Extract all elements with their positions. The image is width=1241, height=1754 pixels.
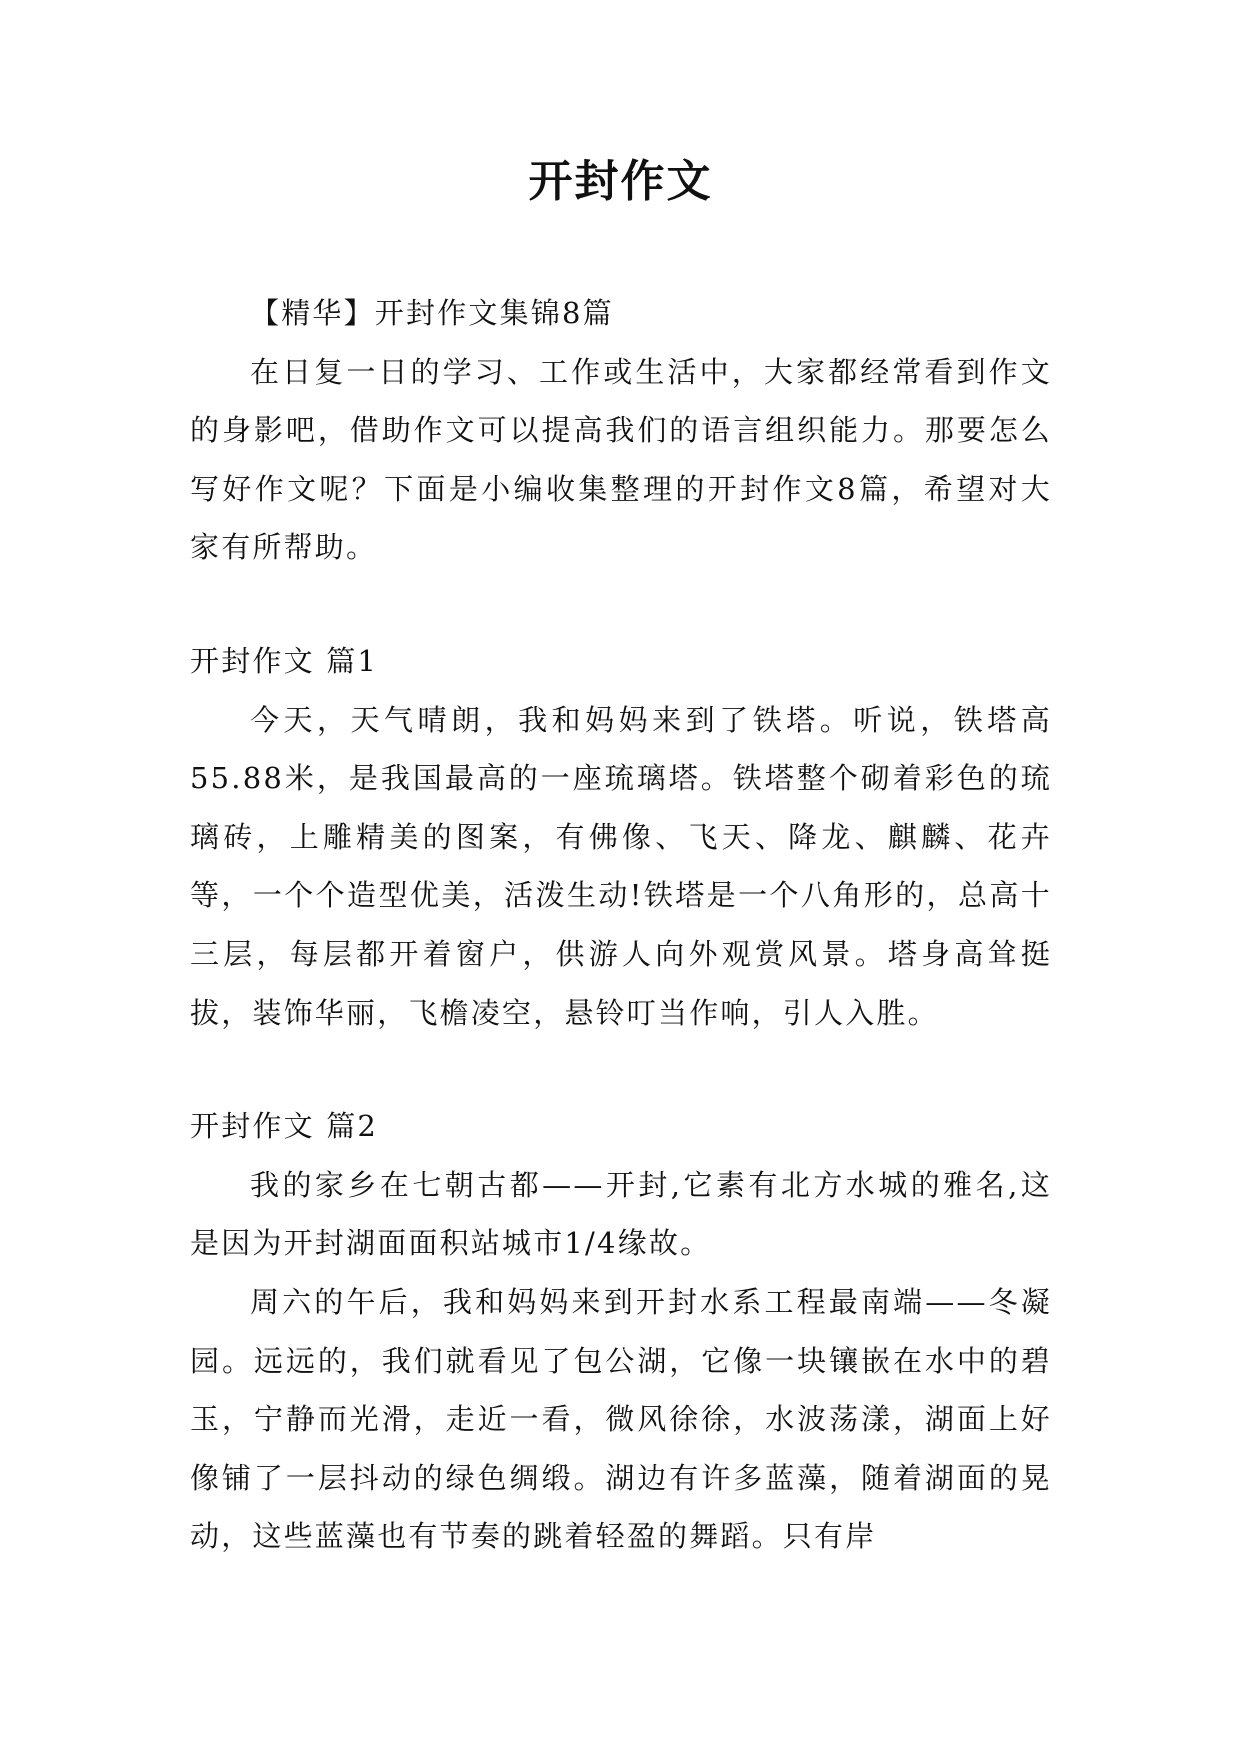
document-subtitle: 【精华】开封作文集锦8篇 xyxy=(250,296,614,330)
document-title: 开封作文 xyxy=(528,156,713,207)
section-heading-2: 开封作文 篇2 xyxy=(190,1109,379,1144)
section-2-paragraph-1: 我的家乡在七朝古都——开封,它素有北方水城的雅名,这是因为开封湖面面积站城市1/4缘故。 xyxy=(190,1167,1052,1261)
intro-paragraph: 在日复一日的学习、工作或生活中，大家都经常看到作文的身影吧，借助作文可以提高我们的语言组织能力。那要怎么写好作文呢？下面是小编收集整理的开封作文8篇，希望对大家有所帮助。 xyxy=(190,354,1052,565)
section-2-paragraph-2: 周六的午后，我和妈妈来到开封水系工程最南端——冬凝园。远远的，我们就看见了包公湖，它像一块镶嵌在水中的碧玉，宁静而光滑，走近一看，微风徐徐，水波荡漾，湖面上好像铺了一层抖动的绿色绸缎。湖边有许多蓝藻，随着湖面的晃动，这些蓝藻也有节奏的跳着轻盈的舞蹈。只有岸 xyxy=(190,1284,1052,1554)
section-heading-1: 开封作文 篇1 xyxy=(190,643,379,678)
section-1-paragraph-1: 今天，天气晴朗，我和妈妈来到了铁塔。听说，铁塔高55.88米，是我国最高的一座琉璃塔。铁塔整个砌着彩色的琉璃砖，上雕精美的图案，有佛像、飞天、降龙、麒麟、花卉等，一个个造型优美，活泼生动!铁塔是一个八角形的，总高十三层，每层都开着窗户，供游人向外观赏风景。塔身高耸挺拔，装饰华丽，飞檐凌空，悬铃叮当作响，引人入胜。 xyxy=(190,702,1052,1030)
document-body xyxy=(190,284,1052,1566)
